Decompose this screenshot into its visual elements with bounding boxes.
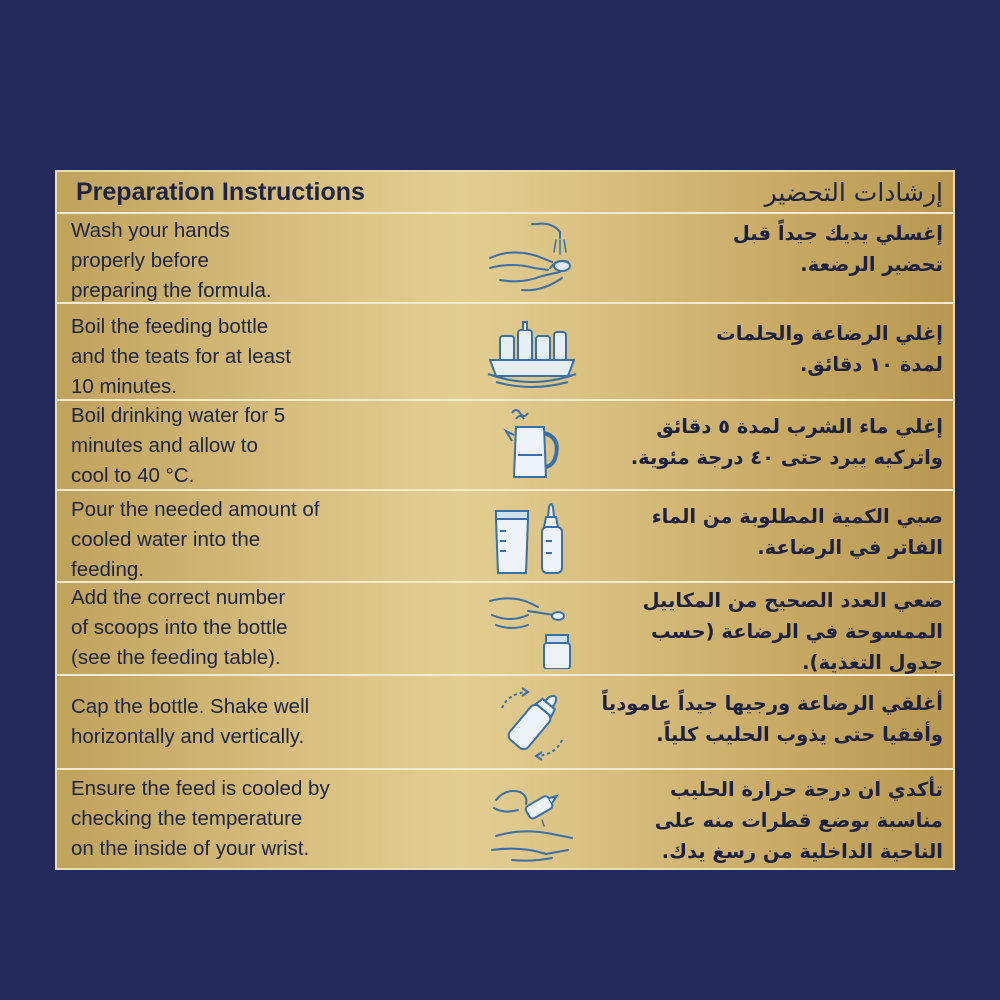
step-7-ar-line-1: تأكدي ان درجة حرارة الحليب <box>670 778 943 801</box>
wrist-test-icon <box>482 780 582 864</box>
step-row-6 <box>57 676 953 770</box>
step-2-en-line-1: Boil the feeding bottle <box>71 315 269 338</box>
step-5-en-line-1: Add the correct number <box>71 586 286 609</box>
step-row-5 <box>57 583 953 676</box>
step-7-arabic <box>598 774 943 867</box>
step-5-en-line-3: (see the feeding table). <box>71 646 281 669</box>
instructions-panel <box>55 170 955 870</box>
step-4-ar-line-1: صبي الكمية المطلوبة من الماء <box>651 505 943 528</box>
step-6-english <box>71 692 361 752</box>
shake-bottle-icon <box>482 684 582 764</box>
step-1-ar-line-1: إغسلي يديك جيداً قبل <box>732 222 943 245</box>
step-4-en-line-3: feeding. <box>71 558 144 581</box>
step-5-ar-line-3: جدول التغذية). <box>802 651 943 674</box>
step-6-ar-line-2: وأفقيا حتى يذوب الحليب كلياً. <box>656 723 943 746</box>
kettle-icon <box>482 405 582 485</box>
scoop-icon <box>482 589 582 669</box>
step-5-english <box>71 583 361 673</box>
step-3-en-line-2: minutes and allow to <box>71 434 258 457</box>
step-row-2 <box>57 304 953 401</box>
step-1-en-line-2: properly before <box>71 249 209 272</box>
step-1-arabic <box>598 218 943 280</box>
step-1-en-line-3: preparing the formula. <box>71 279 272 302</box>
step-3-ar-line-1: إغلي ماء الشرب لمدة ٥ دقائق <box>656 415 943 438</box>
step-6-en-line-2: horizontally and vertically. <box>71 725 305 748</box>
step-7-en-line-1: Ensure the feed is cooled by <box>71 777 330 800</box>
step-3-english <box>71 401 361 491</box>
step-row-7 <box>57 770 953 868</box>
step-7-en-line-2: checking the temperature <box>71 807 303 830</box>
hand-washing-icon <box>482 218 582 298</box>
step-3-ar-line-2: واتركيه يبرد حتى ٤٠ درجة مئوية. <box>630 446 943 469</box>
panel-header <box>57 172 953 214</box>
step-3-arabic <box>598 411 943 473</box>
title-arabic: إرشادات التحضير <box>764 178 943 207</box>
step-1-en-line-1: Wash your hands <box>71 219 230 242</box>
step-7-en-line-3: on the inside of your wrist. <box>71 837 310 860</box>
step-2-ar-line-1: إغلي الرضاعة والحلمات <box>716 322 943 345</box>
step-row-3 <box>57 401 953 491</box>
step-4-en-line-2: cooled water into the <box>71 528 261 551</box>
title-english: Preparation Instructions <box>76 178 365 206</box>
step-6-arabic <box>598 688 943 750</box>
step-7-english <box>71 774 361 864</box>
step-3-en-line-3: cool to 40 °C. <box>71 464 195 487</box>
step-4-en-line-1: Pour the needed amount of <box>71 498 320 521</box>
step-2-en-line-3: 10 minutes. <box>71 375 177 398</box>
step-4-ar-line-2: الفاتر في الرضاعة. <box>757 536 943 559</box>
step-2-ar-line-2: لمدة ١٠ دقائق. <box>800 353 943 376</box>
step-3-en-line-1: Boil drinking water for 5 <box>71 404 286 427</box>
step-4-english <box>71 495 361 585</box>
step-row-4 <box>57 491 953 583</box>
step-5-ar-line-1: ضعي العدد الصحيح من المكاييل <box>642 589 943 612</box>
pour-water-icon <box>482 497 582 577</box>
step-1-english <box>71 216 361 306</box>
step-2-english <box>71 312 361 402</box>
step-2-arabic <box>598 318 943 380</box>
bottle-sterilizer-icon <box>482 314 582 394</box>
step-5-en-line-2: of scoops into the bottle <box>71 616 288 639</box>
step-4-arabic <box>598 501 943 563</box>
step-7-ar-line-2: مناسبة بوضع قطرات منه على <box>654 809 943 832</box>
step-6-ar-line-1: أغلقي الرضاعة ورجيها جيداً عامودياً <box>601 692 943 715</box>
step-1-ar-line-2: تحضير الرضعة. <box>800 253 943 276</box>
step-2-en-line-2: and the teats for at least <box>71 345 291 368</box>
step-6-en-line-1: Cap the bottle. Shake well <box>71 695 310 718</box>
step-5-ar-line-2: الممسوحة في الرضاعة (حسب <box>651 620 943 643</box>
step-5-arabic <box>598 585 943 678</box>
step-row-1 <box>57 212 953 304</box>
step-7-ar-line-3: الناحية الداخلية من رسغ يدك. <box>661 840 943 863</box>
